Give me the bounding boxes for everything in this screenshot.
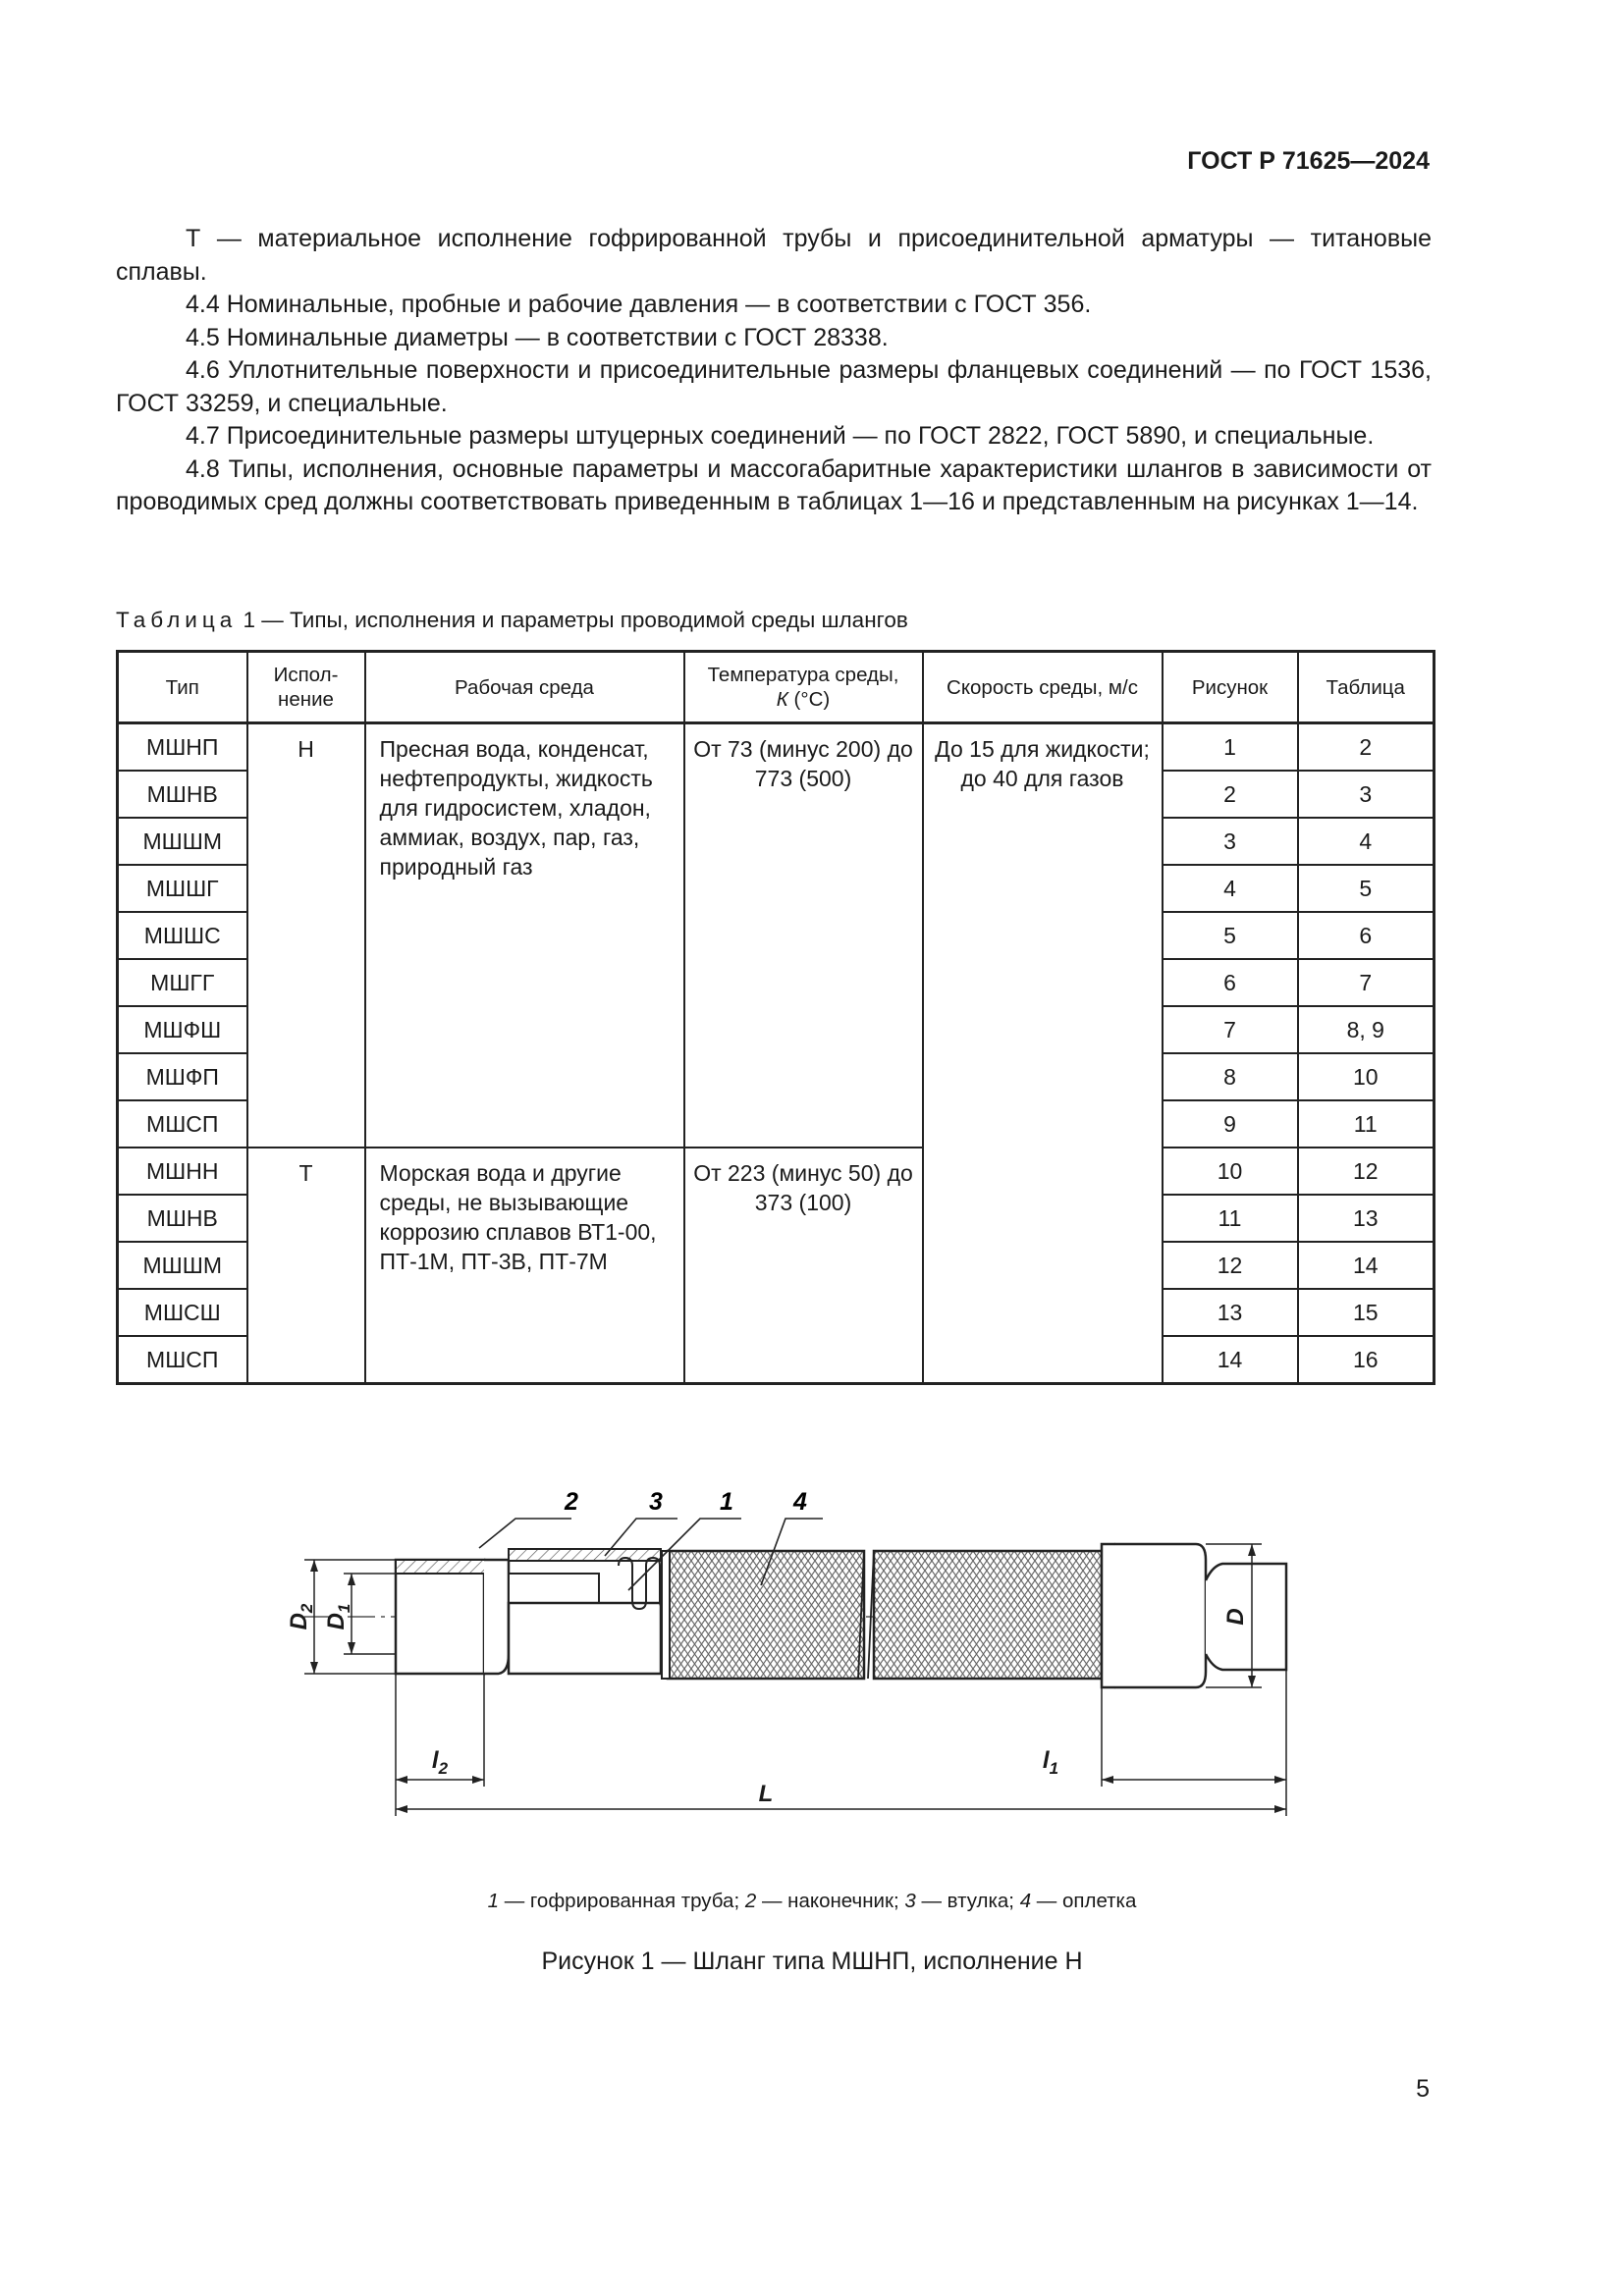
cell-table: 8, 9	[1298, 1006, 1435, 1053]
cell-type: МШСП	[118, 1100, 247, 1148]
dim-label-l2: $l_2$	[431, 1747, 449, 1778]
cell-type: МШНН	[118, 1148, 247, 1195]
header-speed: Скорость среды, м/с	[923, 652, 1163, 723]
cell-temp-n: От 73 (минус 200) до 773 (500)	[684, 723, 923, 1148]
table-caption-text: 1 — Типы, исполнения и параметры проводимой среды шлангов	[243, 608, 908, 632]
cell-table: 7	[1298, 959, 1435, 1006]
cell-figure: 8	[1163, 1053, 1298, 1100]
header-temperature	[684, 652, 923, 723]
braid-right	[874, 1551, 1102, 1679]
cell-table: 6	[1298, 912, 1435, 959]
right-tip	[1114, 1544, 1206, 1687]
table-caption-label: Таблица	[116, 608, 238, 632]
callout-label: 1	[720, 1488, 733, 1516]
legend-text: — гофрированная труба;	[499, 1890, 745, 1912]
callout-label: 3	[649, 1488, 663, 1516]
cell-table: 12	[1298, 1148, 1435, 1195]
paragraph: 4.7 Присоединительные размеры штуцерных соединений — по ГОСТ 2822, ГОСТ 5890, и специальные.	[186, 422, 1375, 450]
parameters-table	[116, 650, 1435, 1385]
cell-type: МШШГ	[118, 865, 247, 912]
cell-type: МШНВ	[118, 1195, 247, 1242]
cell-figure: 13	[1163, 1289, 1298, 1336]
cell-table: 5	[1298, 865, 1435, 912]
cell-temp-t: От 223 (минус 50) до 373 (100)	[684, 1148, 923, 1384]
legend-text: — наконечник;	[756, 1890, 905, 1912]
cell-type: МШНВ	[118, 771, 247, 818]
cell-speed: До 15 для жидкости; до 40 для газов	[923, 723, 1163, 1384]
paragraph: 4.4 Номинальные, пробные и рабочие давления — в соответствии с ГОСТ 356.	[186, 291, 1092, 318]
cell-figure: 7	[1163, 1006, 1298, 1053]
cell-figure: 1	[1163, 723, 1298, 772]
cell-figure: 9	[1163, 1100, 1298, 1148]
cell-figure: 12	[1163, 1242, 1298, 1289]
cell-type: МШФП	[118, 1053, 247, 1100]
cell-figure: 10	[1163, 1148, 1298, 1195]
legend-number: 3	[904, 1890, 916, 1912]
figure-title: Рисунок 1 — Шланг типа МШНП, исполнение Н	[541, 1948, 1083, 1975]
paragraph: 4.6 Уплотнительные поверхности и присоединительные размеры фланцевых соединений — по ГОСТ 1536, ГОСТ 33259, и специальные.	[116, 356, 1432, 417]
cell-table: 10	[1298, 1053, 1435, 1100]
table-caption	[116, 608, 908, 633]
legend-number: 1	[487, 1890, 499, 1912]
header-temperature-k: К	[776, 688, 788, 711]
cell-exec-n: Н	[247, 723, 365, 1148]
cell-type: МШШМ	[118, 1242, 247, 1289]
cell-figure: 4	[1163, 865, 1298, 912]
header-temperature-line1: Температура среды,	[707, 664, 899, 686]
leader-2	[479, 1519, 571, 1548]
callout-label: 2	[565, 1488, 578, 1516]
dim-label-L: L	[758, 1781, 774, 1807]
hose-drawing	[265, 1477, 1306, 1841]
cell-type: МШСП	[118, 1336, 247, 1384]
table-row	[118, 1148, 1435, 1195]
table-header-row	[118, 652, 1435, 723]
legend-number: 2	[744, 1890, 757, 1912]
document-code: ГОСТ Р 71625—2024	[1187, 147, 1430, 175]
paragraph: Т — материальное исполнение гофрированной трубы и присоединительной арматуры — титановые сплавы.	[116, 225, 1432, 286]
cell-table: 11	[1298, 1100, 1435, 1148]
figure-legend	[0, 1890, 1624, 1913]
cell-figure: 2	[1163, 771, 1298, 818]
cell-type: МШШС	[118, 912, 247, 959]
legend-text: — оплетка	[1031, 1890, 1137, 1912]
cell-medium-n: Пресная вода, конденсат, нефтепродукты, жидкость для гидросистем, хладон, аммиак, воздух, пар, газ, природный газ	[365, 723, 684, 1148]
cell-figure: 3	[1163, 818, 1298, 865]
header-medium: Рабочая среда	[365, 652, 684, 723]
cell-medium-t: Морская вода и другие среды, не вызывающие коррозию сплавов ВТ1-00, ПТ-1М, ПТ-3В, ПТ-7М	[365, 1148, 684, 1384]
callout-label: 4	[793, 1488, 807, 1516]
sleeve	[509, 1549, 661, 1561]
legend-text: — втулка;	[915, 1890, 1020, 1912]
legend-number: 4	[1019, 1890, 1032, 1912]
header-temperature-c: (°С)	[787, 688, 831, 711]
cell-type: МШШМ	[118, 818, 247, 865]
cell-figure: 6	[1163, 959, 1298, 1006]
cell-figure: 11	[1163, 1195, 1298, 1242]
header-exec: Испол-нение	[247, 652, 365, 723]
page-number: 5	[1416, 2075, 1430, 2103]
table-row	[118, 723, 1435, 772]
dim-label-d: D	[1222, 1608, 1249, 1626]
cell-type: МШФШ	[118, 1006, 247, 1053]
cell-table: 13	[1298, 1195, 1435, 1242]
header-table: Таблица	[1298, 652, 1435, 723]
left-tip	[396, 1560, 484, 1674]
cell-table: 14	[1298, 1242, 1435, 1289]
cell-table: 2	[1298, 723, 1435, 772]
sleeve-body	[509, 1603, 661, 1674]
paragraph: 4.8 Типы, исполнения, основные параметры и массогабаритные характеристики шлангов в зависимости от проводимых сред должны соответствовать приведенным в таблицах 1—16 и представленным на рисунках 1—14.	[116, 454, 1432, 515]
cell-type: МШСШ	[118, 1289, 247, 1336]
tip-shoulder	[484, 1560, 509, 1674]
cell-table: 3	[1298, 771, 1435, 818]
cell-figure: 5	[1163, 912, 1298, 959]
body-text	[116, 223, 1432, 519]
header-type: Тип	[118, 652, 247, 723]
braid-collar	[662, 1551, 670, 1679]
dim-label-d2: $D_2$	[286, 1603, 316, 1630]
paragraph: 4.5 Номинальные диаметры — в соответствии с ГОСТ 28338.	[186, 323, 889, 351]
cell-type: МШНП	[118, 723, 247, 772]
cell-table: 16	[1298, 1336, 1435, 1384]
sleeve-inner	[509, 1574, 599, 1603]
header-figure: Рисунок	[1163, 652, 1298, 723]
cell-table: 4	[1298, 818, 1435, 865]
cell-exec-t: Т	[247, 1148, 365, 1384]
cell-figure: 14	[1163, 1336, 1298, 1384]
cell-table: 15	[1298, 1289, 1435, 1336]
cell-type: МШГГ	[118, 959, 247, 1006]
dim-label-d1: $D_1$	[323, 1603, 353, 1630]
dim-label-l1: $l_1$	[1042, 1747, 1059, 1778]
